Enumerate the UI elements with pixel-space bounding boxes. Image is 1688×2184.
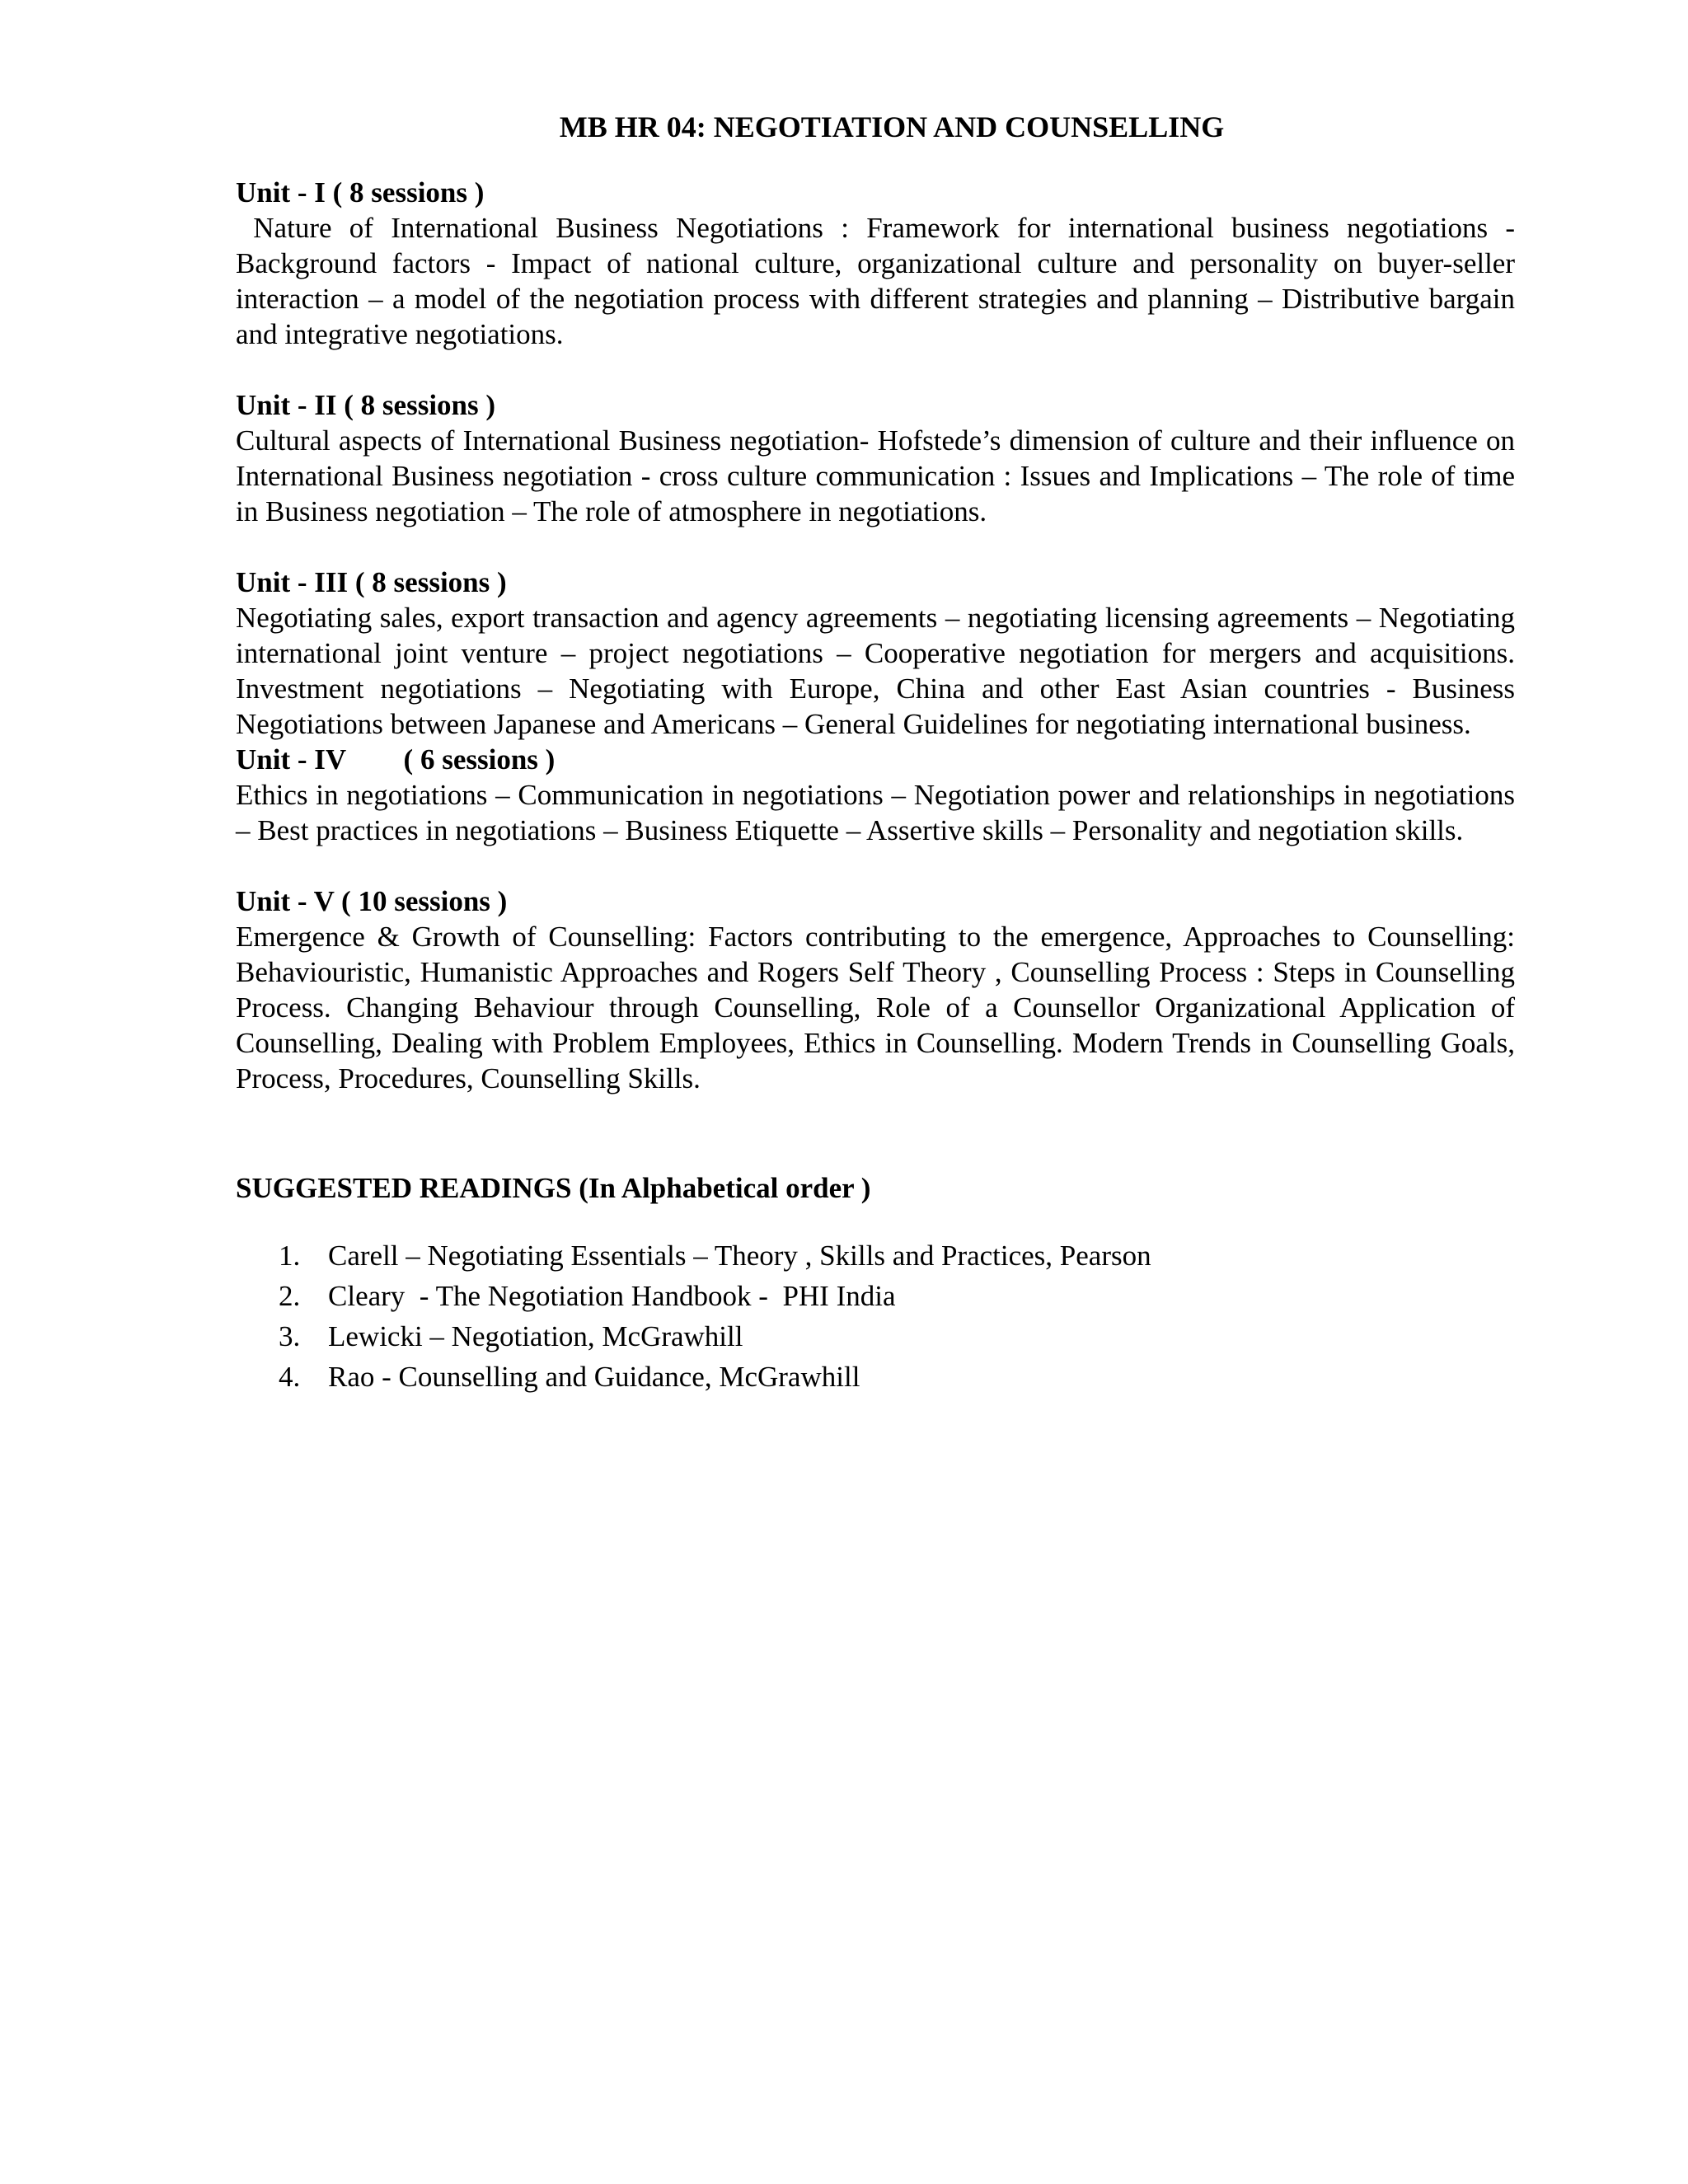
list-item-number: 1. [279,1240,301,1272]
unit-4-section [236,742,1515,848]
unit-3-heading: Unit - III ( 8 sessions ) [236,566,507,598]
suggested-readings-section [236,1170,1515,1397]
unit-5-section [236,883,1515,1096]
unit-5-body: Emergence & Growth of Counselling: Factors contributing to the emergence, Approaches to Counselling: Behaviouristic, Humanistic Approaches and Rogers Self Theory , Counselling Process : Steps in Counselling Process. Changing Behaviour through Counselling, Role of a Counsellor Organizational Application of Counselling, Dealing with Problem Employees, Ethics in Counselling. Modern Trends in Counselling Goals, Process, Procedures, Counselling Skills. [236,921,1515,1094]
spacer [236,848,1515,883]
unit-1-body: Nature of International Business Negotiations : Framework for international business negotiations - Background factors - Impact of national culture, organizational culture and personality on buyer-seller interaction – a model of the negotiation process with different strategies and planning – Distributive bargain and integrative negotiations. [236,212,1522,350]
list-item-number: 2. [279,1280,301,1312]
unit-4-heading: Unit - IV ( 6 sessions ) [236,743,556,776]
unit-4-body: Ethics in negotiations – Communication in negotiations – Negotiation power and relationships in negotiations – Best practices in negotiations – Business Etiquette – Assertive skills – Personality and negotiation skills. [236,779,1515,846]
list-item-text: Carell – Negotiating Essentials – Theory , Skills and Practices, Pearson [328,1240,1151,1272]
unit-1-section [236,175,1522,352]
unit-2-body: Cultural aspects of International Business negotiation- Hofstede’s dimension of culture and their influence on International Business negotiation - cross culture communication : Issues and Implications – The role of time in Business negotiation – The role of atmosphere in negotiations. [236,424,1515,527]
list-item-number: 4. [279,1361,301,1393]
list-item [279,1316,1515,1357]
list-item-number: 3. [279,1320,301,1352]
spacer [236,529,1515,565]
unit-1-heading: Unit - I ( 8 sessions ) [236,176,485,209]
unit-3-body: Negotiating sales, export transaction and agency agreements – negotiating licensing agreements – Negotiating international joint venture – project negotiations – Cooperative negotiation for mergers and acquisitions. Investment negotiations – Negotiating with Europe, China and other East Asian countries - Business Negotiations between Japanese and Americans – General Guidelines for negotiating international business. [236,602,1515,740]
list-item-text: Cleary - The Negotiation Handbook - PHI India [328,1280,896,1312]
readings-list [236,1235,1515,1397]
list-item-text: Lewicki – Negotiation, McGrawhill [328,1320,743,1352]
syllabus-page [236,109,1522,1397]
page-title: MB HR 04: NEGOTIATION AND COUNSELLING [559,110,1225,143]
spacer [236,352,1515,387]
unit-2-heading: Unit - II ( 8 sessions ) [236,389,496,421]
list-item-text: Rao - Counselling and Guidance, McGrawhill [328,1361,860,1393]
list-item [279,1276,1515,1316]
list-item [279,1357,1515,1397]
unit-2-section [236,387,1515,529]
list-item [279,1235,1515,1276]
suggested-readings-heading: SUGGESTED READINGS (In Alphabetical order ) [236,1172,871,1204]
unit-5-heading: Unit - V ( 10 sessions ) [236,885,508,917]
unit-3-section [236,565,1515,742]
